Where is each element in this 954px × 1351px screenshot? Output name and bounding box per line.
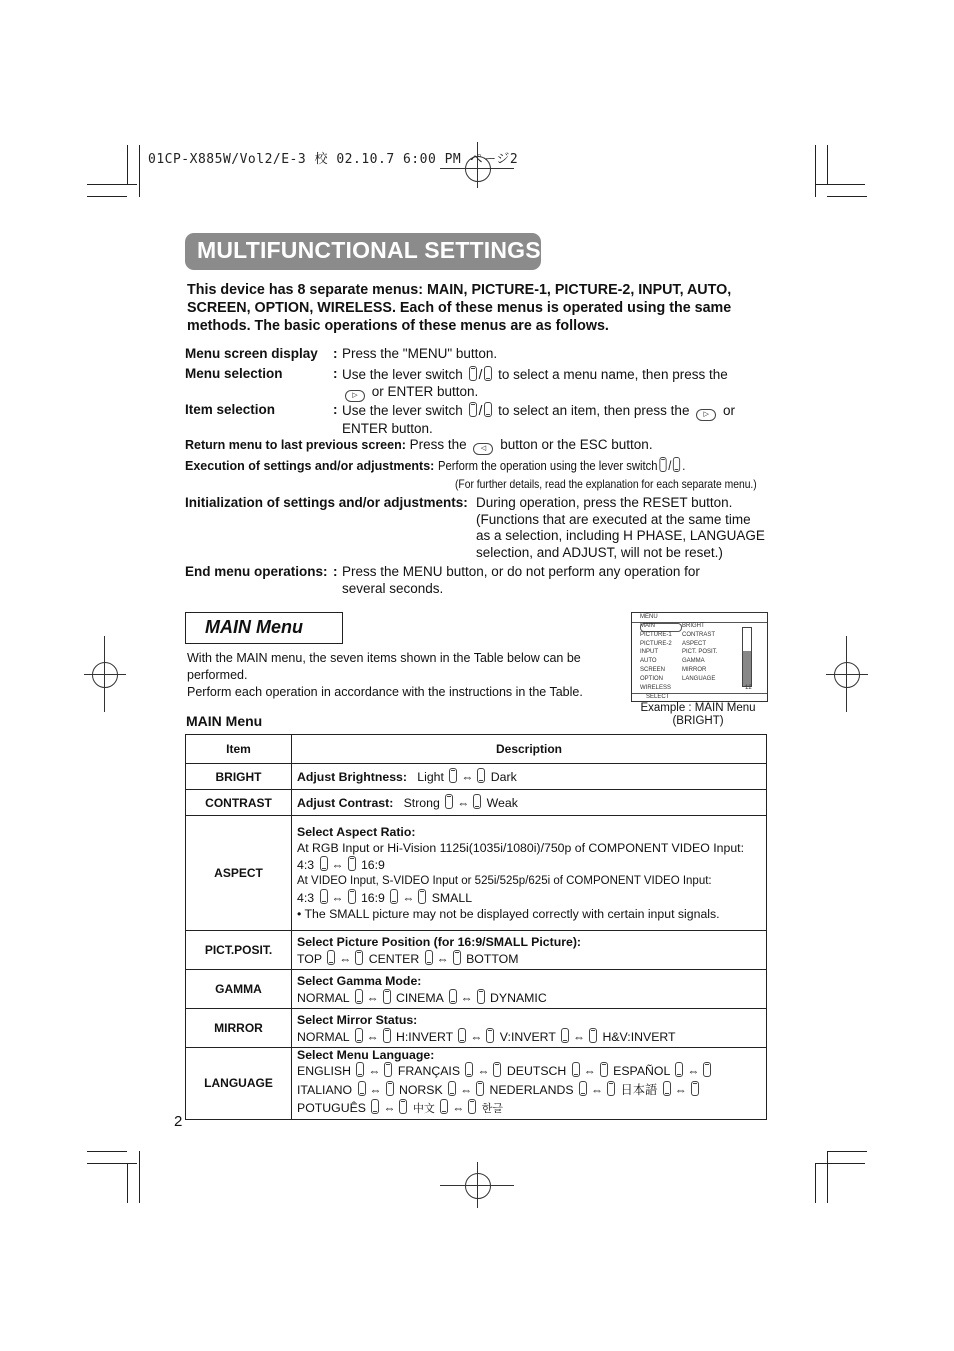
lever-up-icon bbox=[469, 402, 477, 417]
screen-menu-item: PICTURE-1 bbox=[640, 631, 672, 638]
right-button-icon: ▷ bbox=[345, 390, 365, 402]
table-row bbox=[186, 970, 767, 1009]
text-line: At VIDEO Input, S-VIDEO Input or 525i/525p/625i of COMPONENT VIDEO Input: bbox=[297, 875, 712, 887]
option-text: 日本語 bbox=[620, 1082, 658, 1097]
item-bright: BRIGHT bbox=[186, 764, 292, 790]
option-text: Weak bbox=[486, 796, 518, 810]
screen-item: CONTRAST bbox=[682, 631, 715, 638]
option-text: 16:9 bbox=[360, 858, 385, 872]
option-text: SMALL bbox=[431, 891, 473, 905]
lever-down-icon bbox=[327, 950, 335, 965]
item-gamma: GAMMA bbox=[186, 970, 292, 1009]
item-contrast: CONTRAST bbox=[186, 790, 292, 816]
option-text: 한글 bbox=[481, 1103, 503, 1115]
double-arrow-icon: ⇔ bbox=[331, 891, 344, 905]
lever-up-icon bbox=[493, 1062, 501, 1077]
option-text: BOTTOM bbox=[466, 951, 519, 966]
item-language: LANGUAGE bbox=[186, 1048, 292, 1120]
lever-up-icon bbox=[386, 1081, 394, 1096]
text-fragment: Press the bbox=[409, 437, 467, 452]
desc-label: Select Picture Position (for 16:9/SMALL Picture): bbox=[297, 934, 582, 949]
text-fragment: Use the lever switch bbox=[342, 367, 463, 382]
double-arrow-icon: ⇔ bbox=[457, 796, 470, 810]
text-line: (Functions that are executed at the same time bbox=[476, 511, 751, 527]
option-text: H:INVERT bbox=[396, 1029, 453, 1044]
lever-up-icon bbox=[399, 1099, 407, 1114]
item-selection-label: Item selection bbox=[185, 402, 276, 417]
lever-down-icon bbox=[473, 794, 481, 809]
page-title: MULTIFUNCTIONAL SETTINGS bbox=[197, 237, 541, 263]
option-text: Light bbox=[417, 770, 444, 784]
double-arrow-icon: ⇔ bbox=[460, 1082, 473, 1097]
table-row bbox=[186, 764, 767, 790]
option-text: ITALIANO bbox=[297, 1082, 353, 1097]
desc-gamma bbox=[292, 970, 767, 1009]
table-row bbox=[186, 1048, 767, 1120]
crop-mark bbox=[815, 1163, 865, 1164]
crop-mark bbox=[127, 1163, 128, 1203]
screen-menu-item: SCREEN bbox=[640, 666, 666, 673]
double-arrow-icon: ⇔ bbox=[573, 1029, 586, 1044]
crop-mark bbox=[827, 1151, 867, 1152]
lever-down-icon bbox=[371, 1099, 379, 1114]
option-text: NORMAL bbox=[297, 1029, 350, 1044]
lever-up-icon bbox=[476, 1081, 484, 1096]
double-arrow-icon: ⇔ bbox=[452, 1101, 465, 1115]
double-arrow-icon: ⇔ bbox=[436, 951, 449, 966]
lever-down-icon bbox=[675, 1062, 683, 1077]
item-mirror: MIRROR bbox=[186, 1009, 292, 1048]
option-text: NORMAL bbox=[297, 990, 350, 1005]
lever-down-icon bbox=[355, 1028, 363, 1043]
double-arrow-icon: ⇔ bbox=[687, 1064, 700, 1078]
double-arrow-icon: ⇔ bbox=[383, 1101, 396, 1115]
crop-mark bbox=[127, 145, 128, 185]
lever-up-icon bbox=[348, 856, 356, 871]
double-arrow-icon: ⇔ bbox=[339, 951, 352, 966]
menu-display-label: Menu screen display bbox=[185, 346, 318, 361]
lever-up-icon bbox=[468, 1099, 476, 1114]
lever-up-icon bbox=[600, 1062, 608, 1077]
screen-menu-item: OPTION bbox=[640, 675, 664, 682]
lever-down-icon bbox=[477, 768, 485, 783]
crop-mark bbox=[827, 1151, 828, 1203]
text-line bbox=[297, 1028, 761, 1045]
option-text: DEUTSCH bbox=[506, 1064, 567, 1078]
desc-contrast bbox=[292, 790, 767, 816]
main-menu-table bbox=[185, 734, 767, 1120]
right-button-icon: ▷ bbox=[696, 409, 716, 421]
crop-mark bbox=[87, 1163, 137, 1164]
screen-menu-item: INPUT bbox=[640, 649, 658, 656]
caption-line: (BRIGHT) bbox=[672, 715, 724, 727]
level-value: 12 bbox=[745, 685, 752, 691]
crop-mark bbox=[87, 196, 127, 197]
lever-up-icon bbox=[384, 1062, 392, 1077]
double-arrow-icon: ⇔ bbox=[583, 1064, 596, 1078]
lever-down-icon bbox=[572, 1062, 580, 1077]
table-row bbox=[186, 931, 767, 970]
double-arrow-icon: ⇔ bbox=[366, 1029, 379, 1044]
option-text: H&V:INVERT bbox=[602, 1029, 676, 1044]
lever-up-icon bbox=[383, 989, 391, 1004]
lever-up-icon bbox=[449, 768, 457, 783]
print-slug: 01CP-X885W/Vol2/E-3 校 02.10.7 6:00 PM ページ2 bbox=[148, 152, 519, 167]
table-row bbox=[186, 816, 767, 931]
lever-down-icon bbox=[320, 889, 328, 904]
lever-up-icon bbox=[418, 889, 426, 904]
text-fragment: Use the lever switch bbox=[342, 403, 463, 418]
double-arrow-icon: ⇔ bbox=[461, 770, 474, 784]
text-line bbox=[297, 1099, 761, 1119]
text-fragment: to select a menu name, then press the bbox=[498, 367, 728, 382]
option-text: FRANÇAIS bbox=[397, 1064, 461, 1078]
desc-label: Adjust Brightness: bbox=[297, 770, 407, 784]
registration-line bbox=[477, 1162, 478, 1208]
item-selection-text: Use the lever switch / to select an item, then press the ▷ or ENTER button. bbox=[342, 403, 735, 436]
double-arrow-icon: ⇔ bbox=[674, 1082, 687, 1097]
crop-mark bbox=[139, 1151, 140, 1203]
text-line: During operation, press the RESET button. bbox=[476, 495, 733, 510]
lever-up-icon bbox=[348, 889, 356, 904]
end-text bbox=[342, 564, 762, 597]
lever-down-icon bbox=[320, 856, 328, 871]
text-line: Press the MENU button, or do not perform any operation for bbox=[342, 564, 700, 579]
desc-label: Select Menu Language: bbox=[297, 1048, 435, 1062]
lever-up-icon bbox=[469, 366, 477, 381]
option-text: CINEMA bbox=[396, 990, 444, 1005]
lever-up-icon bbox=[355, 950, 363, 965]
execution-label: Execution of settings and/or adjustments: bbox=[185, 459, 435, 473]
text-fragment: button or the ESC button. bbox=[500, 437, 653, 452]
text-line: as a selection, including H PHASE, LANGUAGE bbox=[476, 528, 765, 543]
lever-down-icon bbox=[448, 1081, 456, 1096]
screen-menu-item: MAIN bbox=[640, 623, 655, 629]
level-bar bbox=[742, 627, 752, 687]
double-arrow-icon: ⇔ bbox=[470, 1029, 483, 1044]
text-fragment: to select an item, then press the bbox=[498, 403, 690, 418]
screen-menu-item: AUTO bbox=[640, 658, 657, 665]
text-line bbox=[297, 950, 761, 967]
text-fragment: or bbox=[722, 403, 735, 418]
lever-down-icon bbox=[390, 889, 398, 904]
double-arrow-icon: ⇔ bbox=[366, 990, 379, 1005]
lever-up-icon bbox=[477, 989, 485, 1004]
double-arrow-icon: ⇔ bbox=[368, 1064, 381, 1078]
return-label: Return menu to last previous screen: bbox=[185, 438, 406, 452]
lever-up-icon bbox=[383, 1028, 391, 1043]
init-text bbox=[476, 495, 776, 561]
screen-item: LANGUAGE bbox=[682, 675, 716, 682]
column-header-item: Item bbox=[186, 735, 292, 764]
registration-mark bbox=[465, 1173, 491, 1199]
left-button-icon: ◁ bbox=[473, 443, 493, 455]
registration-line bbox=[846, 636, 847, 712]
screen-menu-item: WIRELESS bbox=[640, 684, 672, 691]
option-text: 4:3 bbox=[297, 858, 315, 872]
screen-menu-item: PICTURE-2 bbox=[640, 640, 672, 647]
option-text: NORSK bbox=[398, 1082, 443, 1097]
lever-down-icon bbox=[425, 950, 433, 965]
option-text: Dark bbox=[490, 770, 517, 784]
crop-mark bbox=[815, 184, 865, 185]
main-menu-box-title: MAIN Menu bbox=[205, 617, 303, 637]
desc-label: Select Aspect Ratio: bbox=[297, 825, 416, 839]
lever-down-icon bbox=[579, 1081, 587, 1096]
double-arrow-icon: ⇔ bbox=[477, 1064, 490, 1078]
table-row bbox=[186, 790, 767, 816]
screen-item: BRIGHT bbox=[682, 623, 705, 629]
lever-down-icon bbox=[484, 402, 492, 417]
level-bar-fill bbox=[743, 651, 751, 686]
lever-up-icon bbox=[607, 1081, 615, 1096]
double-arrow-icon: ⇔ bbox=[402, 891, 415, 905]
page-number: 2 bbox=[174, 1113, 183, 1130]
intro-paragraph: This device has 8 separate menus: MAIN, PICTURE-1, PICTURE-2, INPUT, AUTO, SCREEN, OPTION, WIRELESS. Each of these menus is operated using the same methods. The basic operations of these menus are as follows. bbox=[187, 282, 732, 334]
desc-aspect bbox=[292, 816, 767, 931]
lever-down-icon bbox=[561, 1028, 569, 1043]
colon: : bbox=[333, 564, 338, 579]
lever-up-icon bbox=[691, 1081, 699, 1096]
item-pictposit: PICT.POSIT. bbox=[186, 931, 292, 970]
crop-mark bbox=[87, 184, 137, 185]
lever-down-icon bbox=[356, 1062, 364, 1077]
option-text: V:INVERT bbox=[499, 1029, 556, 1044]
text-line: Perform each operation in accordance with the instructions in the Table. bbox=[187, 685, 583, 699]
crop-mark bbox=[815, 145, 816, 197]
crop-mark bbox=[827, 145, 828, 185]
option-text: NEDERLANDS bbox=[489, 1082, 574, 1097]
colon: : bbox=[333, 402, 338, 417]
text-line: selection, and ADJUST, will not be reset.) bbox=[476, 544, 723, 560]
screen-caption bbox=[628, 702, 768, 728]
lever-up-icon bbox=[486, 1028, 494, 1043]
screen-item: MIRROR bbox=[682, 666, 707, 673]
lever-down-icon bbox=[458, 1028, 466, 1043]
text-line: • The SMALL picture may not be displayed correctly with certain input signals. bbox=[297, 907, 720, 921]
execution-row: Execution of settings and/or adjustments: Perform the operation using the lever switch / . bbox=[185, 459, 686, 473]
text-line: At RGB Input or Hi-Vision 1125i(1035i/1080i)/750p of COMPONENT VIDEO Input: bbox=[297, 841, 744, 855]
text-fragment: Perform the operation using the lever switch bbox=[438, 459, 658, 473]
option-text: Strong bbox=[403, 796, 440, 810]
desc-bright bbox=[292, 764, 767, 790]
text-fragment: or ENTER button. bbox=[371, 383, 479, 399]
table-header-row bbox=[186, 735, 767, 764]
lever-up-icon bbox=[453, 950, 461, 965]
crop-mark bbox=[139, 145, 140, 197]
registration-line bbox=[826, 674, 868, 675]
menu-selection-label: Menu selection bbox=[185, 366, 283, 381]
text-line bbox=[297, 989, 761, 1006]
table-heading: MAIN Menu bbox=[186, 713, 263, 729]
colon: : bbox=[333, 366, 338, 381]
end-label: End menu operations: bbox=[185, 564, 328, 579]
double-arrow-icon: ⇔ bbox=[331, 858, 344, 872]
lever-down-icon bbox=[484, 366, 492, 381]
table-row bbox=[186, 1009, 767, 1048]
screen-item-list bbox=[682, 622, 717, 684]
option-text: 4:3 bbox=[297, 891, 315, 905]
crop-mark bbox=[827, 196, 867, 197]
lever-up-icon bbox=[445, 794, 453, 809]
menu-selection-text: Use the lever switch / to select a menu name, then press the ▷ or ENTER button. bbox=[342, 366, 767, 402]
menu-screen-example bbox=[631, 612, 768, 702]
lever-down-icon bbox=[358, 1081, 366, 1096]
desc-pictposit bbox=[292, 931, 767, 970]
screen-item: GAMMA bbox=[682, 658, 705, 665]
crop-mark bbox=[815, 1163, 816, 1203]
option-text: 16:9 bbox=[360, 891, 385, 905]
init-label: Initialization of settings and/or adjustments: bbox=[185, 495, 468, 510]
text-line: With the MAIN menu, the seven items shown in the Table below can be performed. bbox=[187, 651, 581, 682]
caption-line: Example : MAIN Menu bbox=[640, 702, 756, 714]
menu-display-text: Press the "MENU" button. bbox=[342, 346, 498, 361]
option-text: ESPAÑOL bbox=[613, 1064, 670, 1078]
desc-label: Select Mirror Status: bbox=[297, 1012, 418, 1027]
double-arrow-icon: ⇔ bbox=[591, 1082, 604, 1097]
text-line bbox=[297, 856, 761, 873]
desc-mirror bbox=[292, 1009, 767, 1048]
lever-up-icon bbox=[703, 1062, 711, 1077]
crop-mark bbox=[87, 1151, 127, 1152]
option-text: POTUGUÊS bbox=[297, 1101, 367, 1115]
text-line bbox=[297, 889, 761, 906]
screen-item: PICT. POSIT. bbox=[682, 649, 718, 656]
text-fragment: ENTER button. bbox=[342, 421, 433, 436]
registration-line bbox=[84, 674, 126, 675]
lever-up-icon bbox=[589, 1028, 597, 1043]
text-line bbox=[297, 1081, 761, 1100]
return-row bbox=[185, 437, 775, 455]
lever-down-icon bbox=[449, 989, 457, 1004]
screen-footer: SELECT bbox=[646, 694, 670, 700]
screen-menu-list bbox=[640, 622, 672, 692]
lever-down-icon bbox=[663, 1081, 671, 1096]
option-text: ENGLISH bbox=[297, 1064, 351, 1078]
desc-label: Adjust Contrast: bbox=[297, 796, 394, 810]
registration-mark bbox=[92, 662, 118, 688]
desc-language bbox=[292, 1048, 767, 1120]
option-text: 中文 bbox=[412, 1103, 435, 1115]
screen-item: ASPECT bbox=[682, 640, 707, 647]
text-line: several seconds. bbox=[342, 580, 444, 596]
option-text: TOP bbox=[297, 951, 322, 966]
double-arrow-icon: ⇔ bbox=[369, 1082, 382, 1097]
colon: : bbox=[333, 346, 338, 361]
lever-down-icon bbox=[355, 989, 363, 1004]
main-menu-description bbox=[187, 650, 617, 701]
registration-mark bbox=[834, 662, 860, 688]
lever-down-icon bbox=[440, 1099, 448, 1114]
text-line bbox=[297, 1062, 761, 1081]
desc-label: Select Gamma Mode: bbox=[297, 973, 422, 988]
screen-header: MENU bbox=[640, 614, 658, 620]
option-text: CENTER bbox=[368, 951, 420, 966]
registration-line bbox=[104, 636, 105, 712]
lever-up-icon bbox=[659, 457, 666, 472]
execution-note: (For further details, read the explanation for each separate menu.) bbox=[455, 477, 757, 491]
option-text: DYNAMIC bbox=[490, 990, 547, 1005]
item-aspect: ASPECT bbox=[186, 816, 292, 931]
column-header-description: Description bbox=[292, 735, 767, 764]
lever-down-icon bbox=[465, 1062, 473, 1077]
lever-down-icon bbox=[673, 457, 680, 472]
double-arrow-icon: ⇔ bbox=[460, 990, 473, 1005]
